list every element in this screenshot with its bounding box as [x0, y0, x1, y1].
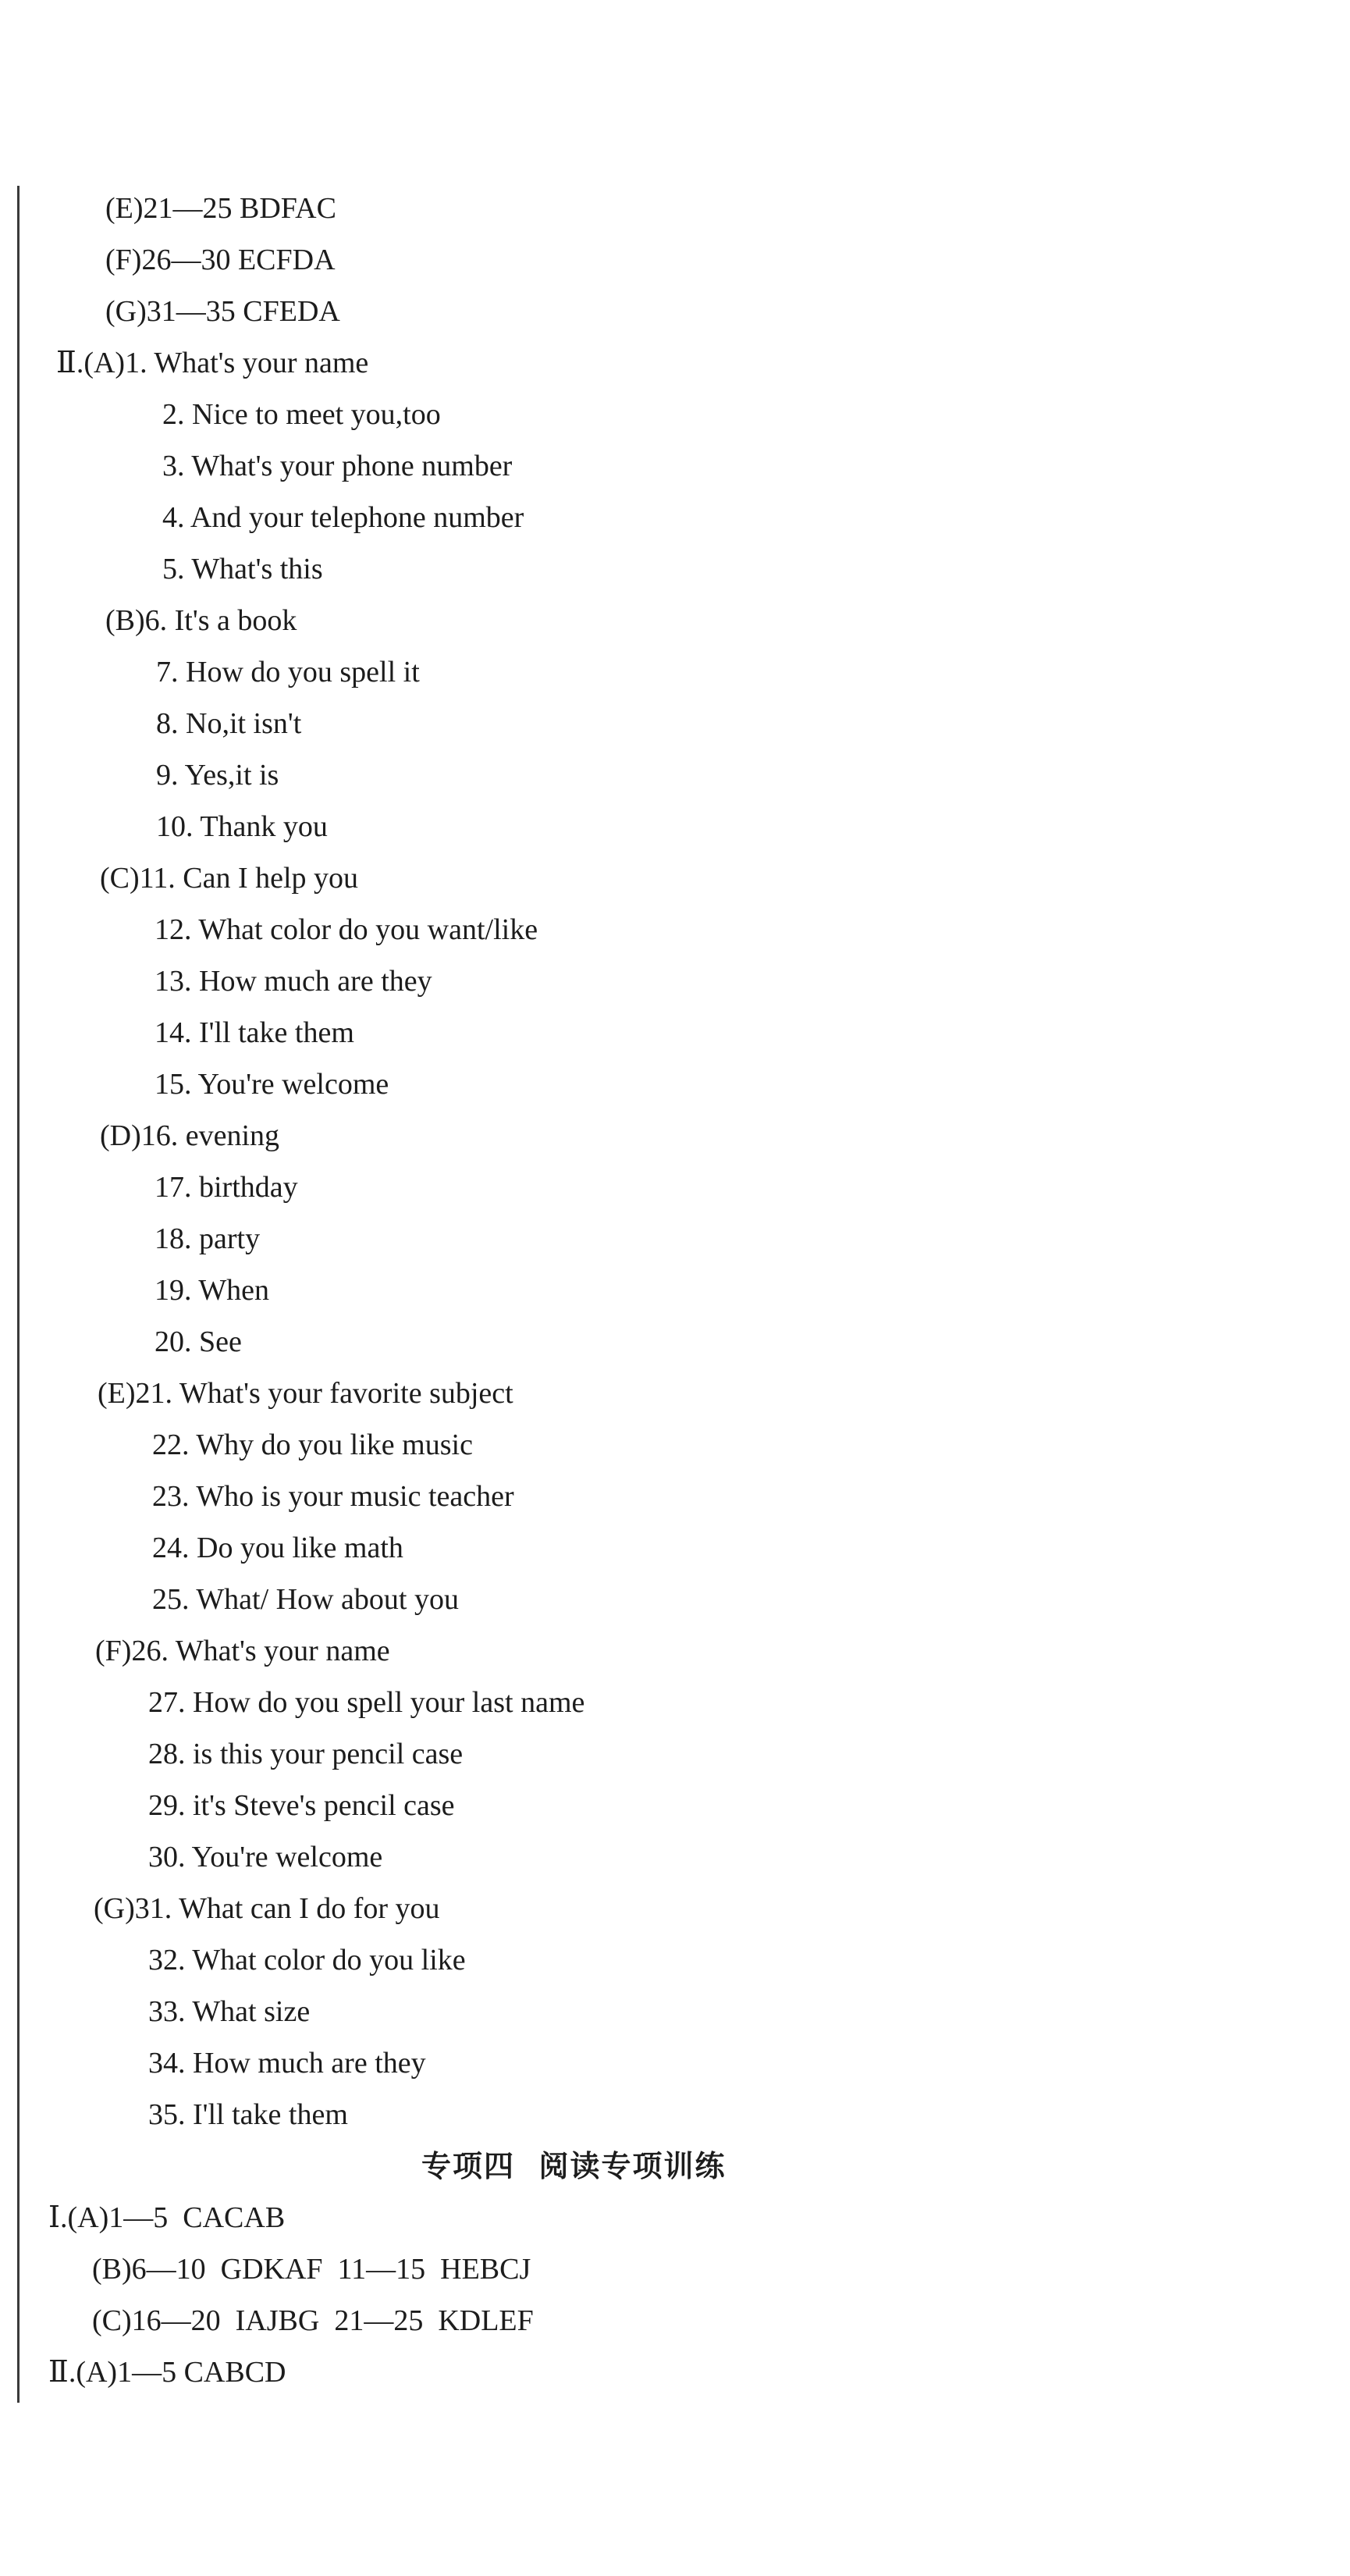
- answer-line: 14. I'll take them: [155, 1016, 354, 1049]
- answer-line: 33. What size: [148, 1995, 311, 2028]
- answer-line: 13. How much are they: [155, 965, 432, 998]
- answer-line: 2. Nice to meet you,too: [162, 398, 441, 431]
- answer-line: 29. it's Steve's pencil case: [148, 1789, 455, 1822]
- answer-line: 17. birthday: [155, 1171, 298, 1204]
- section-answer-line: (C)16—20 IAJBG 21—25 KDLEF: [92, 2304, 534, 2337]
- section-answer-line: Ⅱ.(A)1—5 CABCD: [48, 2356, 286, 2389]
- answer-line: 8. No,it isn't: [156, 707, 302, 740]
- answer-line: 10. Thank you: [156, 810, 328, 843]
- answer-line: 4. And your telephone number: [162, 501, 524, 534]
- answer-line: 27. How do you spell your last name: [148, 1686, 585, 1719]
- answer-line: (E)21—25 BDFAC: [105, 192, 336, 225]
- answer-line: 9. Yes,it is: [156, 759, 279, 792]
- answer-line: 22. Why do you like music: [152, 1429, 473, 1461]
- answer-line: 18. party: [155, 1222, 261, 1255]
- answer-line: (F)26—30 ECFDA: [105, 244, 336, 276]
- answer-line: 34. How much are they: [148, 2047, 426, 2080]
- section-heading: 专项四 阅读专项训练: [421, 2149, 727, 2183]
- answer-line: 24. Do you like math: [152, 1532, 403, 1564]
- answer-line: (E)21. What's your favorite subject: [98, 1377, 513, 1410]
- answer-line: 32. What color do you like: [148, 1944, 466, 1976]
- section-answer-line: Ⅰ.(A)1—5 CACAB: [48, 2201, 286, 2234]
- answer-line: 5. What's this: [162, 553, 323, 585]
- section-answer-line: (B)6—10 GDKAF 11—15 HEBCJ: [92, 2253, 531, 2286]
- answer-line: 19. When: [155, 1274, 270, 1307]
- answer-line: (B)6. It's a book: [105, 604, 297, 637]
- answer-line: 3. What's your phone number: [162, 450, 513, 482]
- answer-line: 30. You're welcome: [148, 1841, 383, 1873]
- left-margin-rule: [17, 186, 20, 2403]
- answer-line: (F)26. What's your name: [95, 1635, 390, 1667]
- answer-line: (G)31—35 CFEDA: [105, 295, 340, 328]
- answer-line: Ⅱ.(A)1. What's your name: [56, 347, 369, 379]
- answer-line: 12. What color do you want/like: [155, 913, 538, 946]
- answer-line: (C)11. Can I help you: [100, 862, 359, 895]
- answer-line: 28. is this your pencil case: [148, 1738, 464, 1770]
- answer-line: 15. You're welcome: [155, 1068, 389, 1101]
- answer-line: 35. I'll take them: [148, 2098, 348, 2131]
- answer-line: 20. See: [155, 1325, 242, 1358]
- answer-line: (G)31. What can I do for you: [94, 1892, 440, 1925]
- answer-line: (D)16. evening: [100, 1119, 280, 1152]
- answer-line: 25. What/ How about you: [152, 1583, 459, 1616]
- answer-line: 23. Who is your music teacher: [152, 1480, 514, 1513]
- answer-line: 7. How do you spell it: [156, 656, 420, 688]
